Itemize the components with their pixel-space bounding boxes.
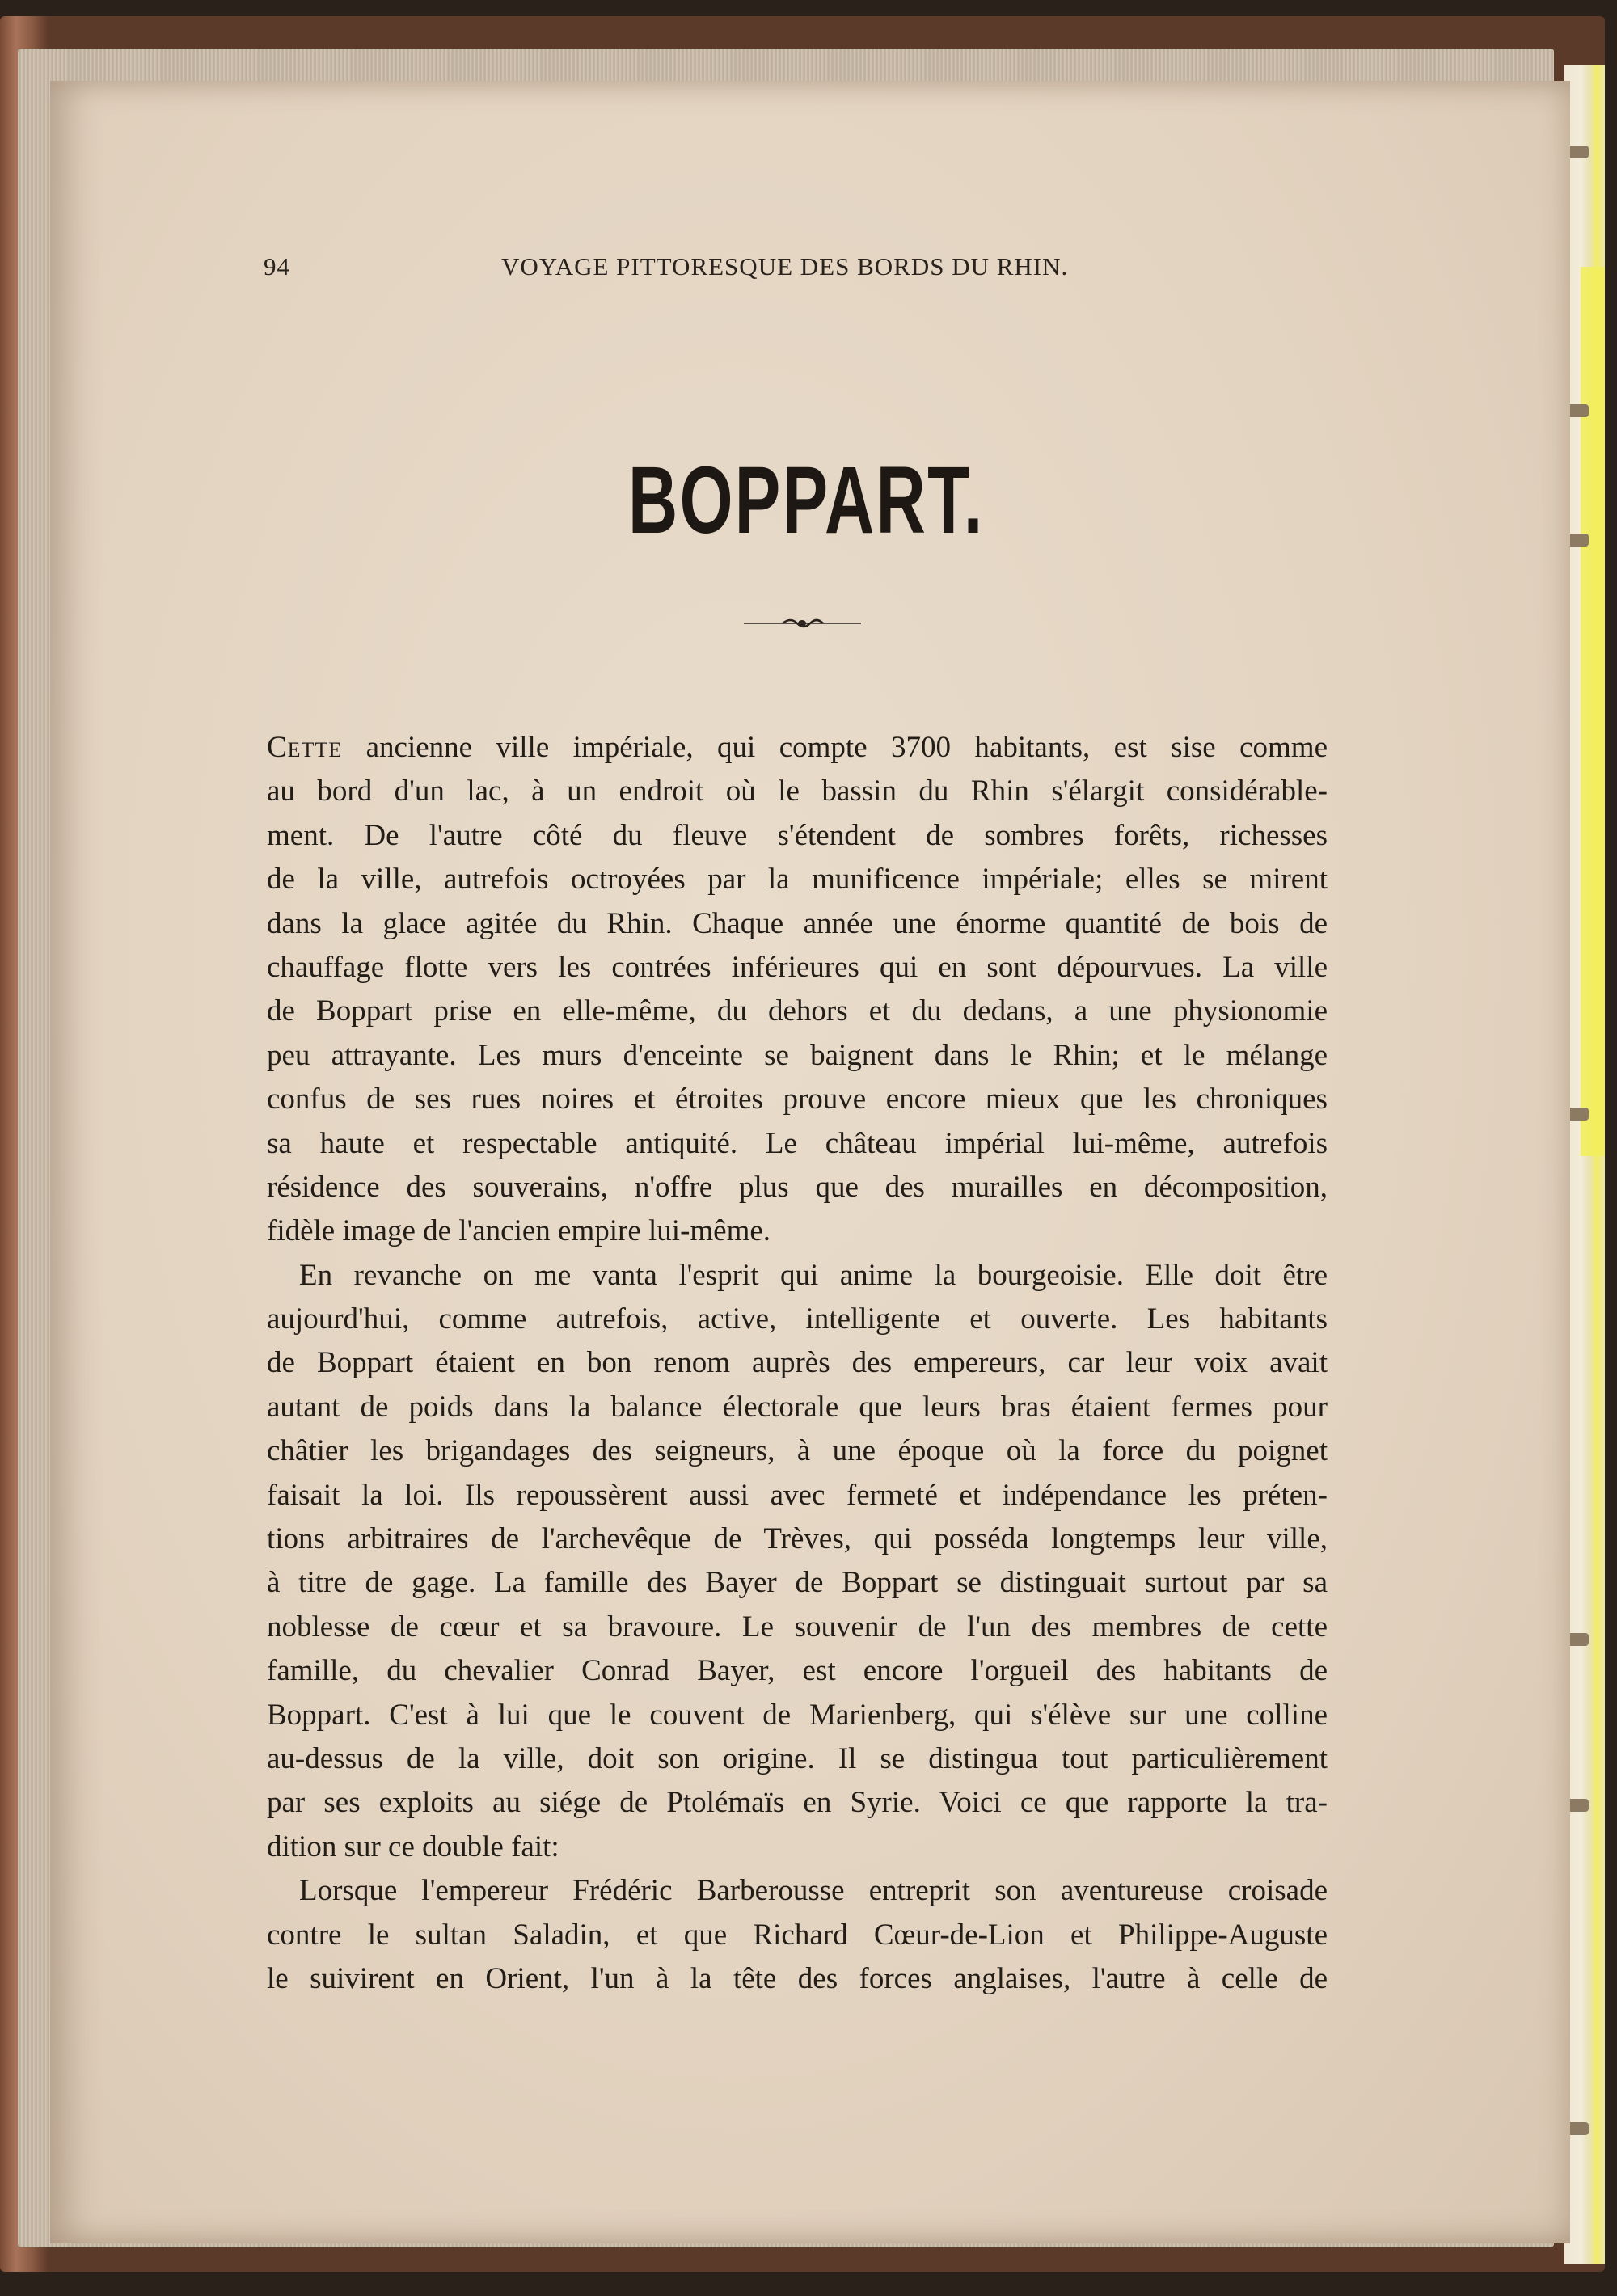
text-line: famille, du chevalier Conrad Bayer, est encore l'orgueil des habitants de (267, 1654, 1328, 1688)
text-line: dition sur ce double fait: (267, 1830, 559, 1863)
text-line: par ses exploits au siége de Ptolémaïs en Syrie. Voici ce que rapporte la tra- (267, 1786, 1328, 1820)
drop-lead-word: Cette (267, 731, 343, 764)
text-line: aujourd'hui, comme autrefois, active, intelligente et ouverte. Les habitants (267, 1302, 1328, 1336)
text-line: Boppart. C'est à lui que le couvent de Marienberg, qui s'élève sur une colline (267, 1698, 1328, 1732)
ornament-divider-icon (744, 614, 861, 631)
text-line: dans la glace agitée du Rhin. Chaque année une énorme quantité de bois de (267, 906, 1328, 940)
text-line: contre le sultan Saladin, et que Richard Cœur-de-Lion et Philippe-Auguste (267, 1918, 1328, 1952)
text-line: faisait la loi. Ils repoussèrent aussi avec fermeté et indépendance les préten- (267, 1478, 1328, 1512)
text-line: au-dessus de la ville, doit son origine. Il se distingua tout particulièrement (267, 1741, 1328, 1775)
text-line: ment. De l'autre côté du fleuve s'étendent de sombres forêts, richesses (267, 818, 1328, 852)
paragraph-3 (267, 1869, 1328, 2001)
text-line: autant de poids dans la balance électorale que leurs bras étaient fermes pour (267, 1390, 1328, 1424)
text-line: châtier les brigandages des seigneurs, à une époque où la force du poignet (267, 1434, 1328, 1468)
text-line: peu attrayante. Les murs d'enceinte se baignent dans le Rhin; et le mélange (267, 1038, 1328, 1072)
running-head (264, 252, 1332, 285)
text-line: de la ville, autrefois octroyées par la munificence impériale; elles se mirent (267, 863, 1328, 897)
text-line: à titre de gage. La famille des Bayer de Boppart se distinguait surtout par sa (267, 1566, 1328, 1600)
text-line: En revanche on me vanta l'esprit qui anime la bourgeoisie. Elle doit être (299, 1258, 1328, 1292)
body-text (267, 726, 1328, 2001)
text-line: tions arbitraires de l'archevêque de Trèves, qui posséda longtemps leur ville, (267, 1522, 1328, 1556)
page-number: 94 (264, 252, 290, 281)
chapter-title: BOPPART. (627, 447, 985, 554)
paragraph-2 (267, 1254, 1328, 1869)
text-line: Cette ancienne ville impériale, qui compte 3700 habitants, est sise comme (267, 731, 1328, 764)
text-line: sa haute et respectable antiquité. Le château impérial lui-même, autrefois (267, 1126, 1328, 1160)
text-line: noblesse de cœur et sa bravoure. Le souvenir de l'un des membres de cette (267, 1610, 1328, 1644)
text-line: de Boppart prise en elle-même, du dehors et du dedans, a une physionomie (267, 994, 1328, 1028)
text-line: Lorsque l'empereur Frédéric Barberousse entreprit son aventureuse croisade (299, 1874, 1328, 1908)
text-line: fidèle image de l'ancien empire lui-même. (267, 1214, 771, 1248)
text-line: confus de ses rues noires et étroites prouve encore mieux que les chroniques (267, 1083, 1328, 1116)
text-line: résidence des souverains, n'offre plus que des murailles en décomposition, (267, 1170, 1328, 1204)
text-line: chauffage flotte vers les contrées inférieures qui en sont dépourvues. La ville (267, 950, 1328, 984)
bookmark-strip (1581, 267, 1605, 1156)
text-line: le suivirent en Orient, l'un à la tête des forces anglaises, l'autre à celle de (267, 1961, 1328, 1995)
running-title: VOYAGE PITTORESQUE DES BORDS DU RHIN. (501, 252, 1069, 281)
text-line: au bord d'un lac, à un endroit où le bassin du Rhin s'élargit considérable- (267, 774, 1328, 808)
text-line: de Boppart étaient en bon renom auprès des empereurs, car leur voix avait (267, 1346, 1328, 1380)
paragraph-1 (267, 726, 1328, 1254)
